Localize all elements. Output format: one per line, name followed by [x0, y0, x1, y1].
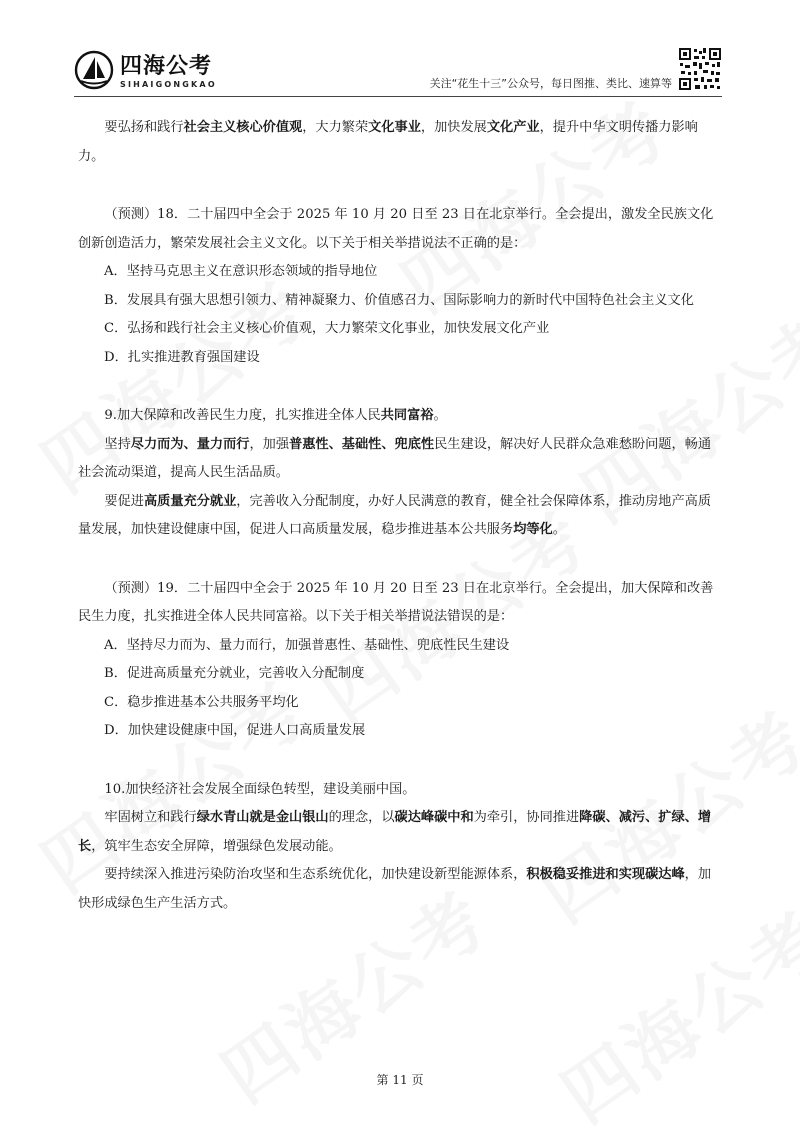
paragraph	[78, 488, 724, 545]
emphasis-text: 社会主义核心价值观	[183, 120, 303, 135]
text-run: 民生建设，解决好人民群众急难愁盼问题，畅通社会流动渠道，提高人民生活品质。	[78, 436, 712, 480]
question-18-option-c: C．弘扬和践行社会主义核心价值观，大力繁荣文化事业，加快发展文化产业	[104, 321, 550, 336]
emphasis-text: 积极稳妥推进和实现碳达峰	[526, 867, 685, 882]
page-header	[0, 0, 800, 100]
document-body	[78, 114, 724, 918]
text-run: 为牵引，协同推进	[473, 810, 580, 825]
section-9-title	[78, 402, 724, 431]
text-run: 的理念，以	[328, 810, 395, 825]
text-run: 要持续深入推进污染防治攻坚和生态系统优化，加快建设新型能源体系，	[104, 867, 527, 882]
question-18-stem: （预测）18．二十届四中全会于 2025 年 10 月 20 日至 23 日在北京举行。全会提出，激发全民族文化创新创造活力，繁荣发展社会主义文化。以下关于相关举措说法不正确的是：	[78, 207, 714, 251]
text-run: 要促进	[104, 493, 144, 509]
qr-code-icon	[678, 47, 722, 91]
text-run: 坚持	[104, 436, 131, 452]
paragraph	[78, 431, 724, 488]
text-run: ，大力繁荣	[302, 120, 369, 135]
question-19-stem: （预测）19．二十届四中全会于 2025 年 10 月 20 日至 23 日在北京举行。全会提出，加大保障和改善民生力度，扎实推进全体人民共同富裕。以下关于相关举措说法错误的是：	[78, 580, 714, 624]
text-run: 。	[552, 522, 566, 537]
text-run: ，提升中华文明传播力影响力。	[78, 120, 698, 164]
question-19-option-a: A．坚持尽力而为、量力而行，加强普惠性、基础性、兜底性民生建设	[104, 637, 510, 653]
text-run: ，加快形成绿色生产生活方式。	[78, 867, 712, 911]
emphasis-text: 均等化	[513, 522, 553, 537]
text-run: ，加快发展	[420, 120, 487, 135]
text-run: 。	[433, 408, 447, 423]
header-slogan: 关注“花生十三”公众号，每日图推、类比、速算等	[429, 77, 672, 90]
section-10-title: 10.加快经济社会发展全面绿色转型，建设美丽中国。	[104, 781, 416, 797]
text-run: 牢固树立和践行	[104, 810, 197, 825]
paragraph	[78, 804, 724, 861]
question-19-option-c: C．稳步推进基本公共服务平均化	[104, 694, 299, 710]
emphasis-text: 文化产业	[486, 120, 540, 135]
emphasis-text: 共同富裕	[380, 408, 434, 423]
paragraph	[78, 861, 724, 918]
question-19-option-b: B．促进高质量充分就业，完善收入分配制度	[104, 666, 365, 681]
emphasis-text: 普惠性、基础性、兜底性	[289, 436, 435, 452]
question-19-option-d: D．加快建设健康中国，促进人口高质量发展	[104, 723, 366, 738]
text-run: 要弘扬和践行	[104, 120, 184, 135]
text-run: ，加强	[249, 436, 290, 452]
emphasis-text: 尽力而为、量力而行	[130, 436, 250, 452]
question-18-option-d: D．扎实推进教育强国建设	[104, 349, 260, 365]
watermark	[538, 882, 800, 1142]
emphasis-text: 碳达峰碳中和	[394, 810, 474, 825]
sailboat-logo-icon	[74, 50, 114, 90]
text-run: ，筑牢生态安全屏障，增强绿色发展动能。	[91, 838, 342, 854]
text-run: 9.加大保障和改善民生力度，扎实推进全体人民	[104, 408, 381, 423]
header-divider	[74, 96, 722, 97]
brand-name: 四海公考	[120, 54, 213, 79]
question-18-option-b: B．发展具有强大思想引领力、精神凝聚力、价值感召力、国际影响力的新时代中国特色社会主义文化	[104, 292, 694, 308]
page-number: 第 11 页	[376, 1073, 424, 1087]
emphasis-text: 降碳、减污、扩绿、增长	[78, 810, 712, 854]
emphasis-text: 绿水青山就是金山银山	[196, 810, 329, 825]
emphasis-text: 文化事业	[368, 120, 421, 135]
brand-name-latin: SIHAIGONGKAO	[120, 80, 217, 89]
emphasis-text: 高质量充分就业	[143, 493, 237, 509]
text-run: ，完善收入分配制度，办好人民满意的教育，健全社会保障体系，推动房地产高质量发展，加快建设健康中国，促进人口高质量发展，稳步推进基本公共服务	[78, 493, 712, 537]
question-18-option-a: A．坚持马克思主义在意识形态领域的指导地位	[104, 264, 378, 279]
paragraph	[78, 114, 724, 171]
